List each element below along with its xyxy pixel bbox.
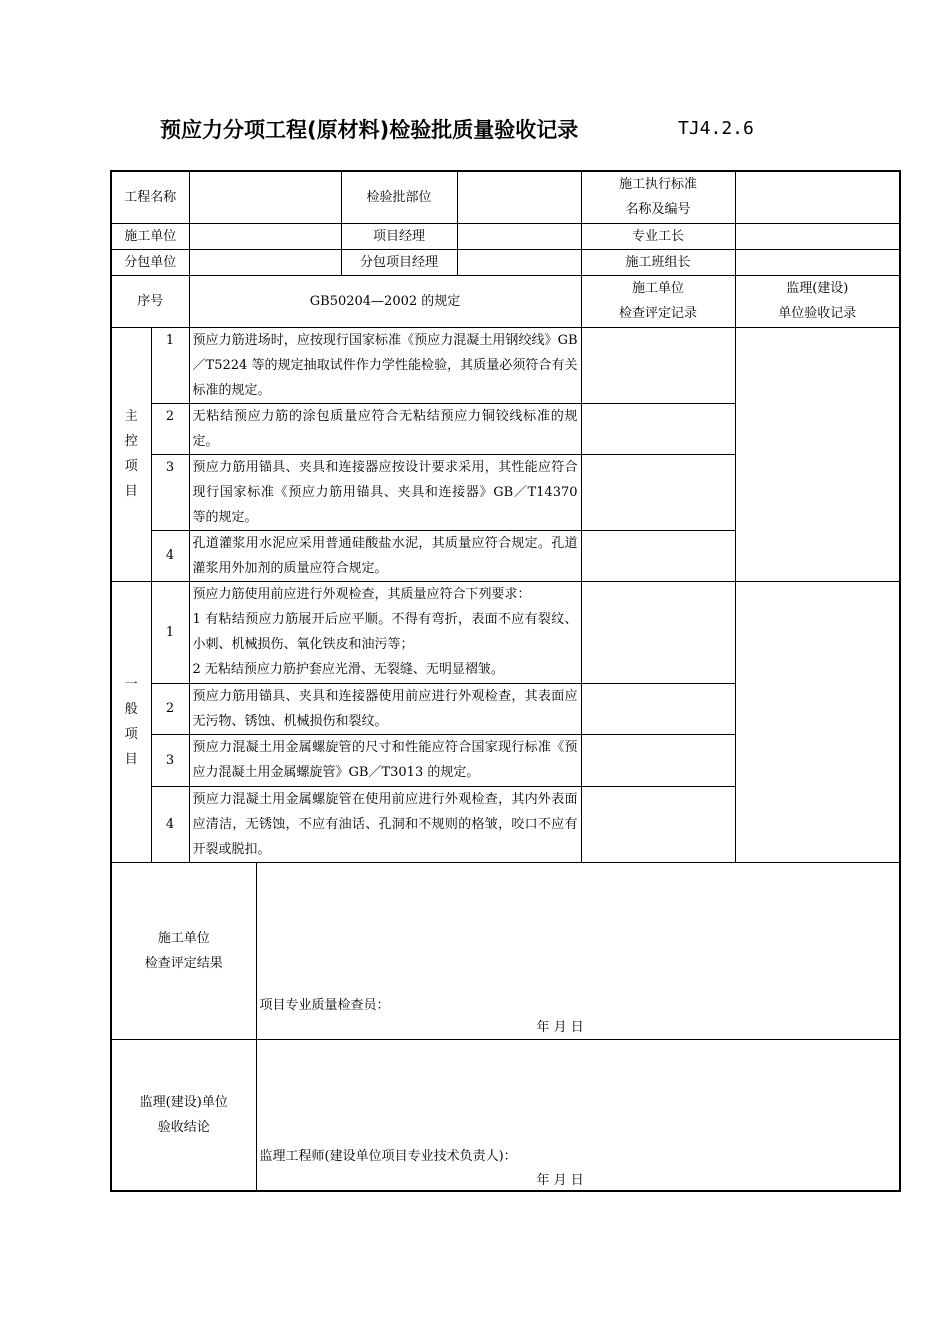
project-name-field[interactable]	[189, 171, 341, 223]
main-control-char: 主	[124, 409, 138, 424]
inspection-form-table	[110, 170, 901, 1192]
accept-header-line1: 监理(建设)	[786, 281, 849, 296]
general-item-requirement	[189, 581, 581, 683]
supervision-result-line1: 监理(建设)单位	[139, 1094, 228, 1110]
main-item-requirement: 预应力筋用锚具、夹具和连接器应按设计要求采用，其性能应符合现行国家标准《预应力筋用锚具、夹具和连接器》GB／T14370 等的规定。	[189, 454, 581, 530]
general-accept-cell[interactable]	[735, 581, 900, 862]
general-item-check-cell[interactable]	[581, 786, 735, 862]
general-item-number: 2	[151, 683, 189, 734]
project-name-label: 工程名称	[111, 171, 189, 223]
main-item-number: 4	[151, 530, 189, 581]
requirement-line: 1 有粘结预应力筋展开后应平顺。不得有弯折，表面不应有裂纹、小刺、机械损伤、氧化铁皮和油污等；	[192, 611, 578, 652]
main-item-requirement: 预应力筋进场时，应按现行国家标准《预应力混凝土用钢绞线》GB／T5224 等的规定抽取试件作力学性能检验，其质量必须符合有关标准的规定。	[189, 327, 581, 403]
main-item-number: 2	[151, 403, 189, 454]
general-item-check-cell[interactable]	[581, 581, 735, 683]
main-item-check-cell[interactable]	[581, 403, 735, 454]
subcontract-manager-label: 分包项目经理	[341, 249, 457, 275]
supervision-result-label	[111, 1039, 256, 1191]
general-items-char: 般	[124, 701, 138, 717]
standard-label-line1: 施工执行标准	[619, 177, 698, 193]
requirement-line: 预应力筋使用前应进行外观检查，其质量应符合下列要求：	[192, 586, 531, 602]
check-header-line2: 检查评定记录	[619, 306, 698, 321]
supervision-result-field[interactable]	[256, 1039, 900, 1191]
main-item-check-cell[interactable]	[581, 454, 735, 530]
project-manager-label: 项目经理	[341, 223, 457, 249]
check-header	[581, 275, 735, 327]
general-item-requirement: 预应力混凝土用金属螺旋管在使用前应进行外观检查，其内外表面应清洁，无锈蚀，不应有油话、孔洞和不规则的格皱，咬口不应有开裂或脱扣。	[189, 786, 581, 862]
construction-result-line1: 施工单位	[157, 930, 210, 946]
supervision-result-line2: 验收结论	[157, 1119, 210, 1135]
batch-location-label: 检验批部位	[341, 171, 457, 223]
check-header-line1: 施工单位	[632, 281, 685, 296]
general-item-requirement: 预应力筋用锚具、夹具和连接器使用前应进行外观检查，其表面应无污物、锈蚀、机械损伤和裂纹。	[189, 683, 581, 734]
main-item-requirement: 无粘结预应力筋的涂包质量应符合无粘结预应力铜铰线标准的规定。	[189, 403, 581, 454]
main-control-char: 控	[124, 434, 138, 449]
accept-header	[735, 275, 900, 327]
batch-location-field[interactable]	[457, 171, 581, 223]
engineer-signature-label: 监理工程师(建设单位项目专业技术负责人)：	[259, 1148, 517, 1164]
team-leader-field[interactable]	[735, 249, 900, 275]
inspector-signature-label: 项目专业质量检查员：	[259, 997, 390, 1013]
general-items-char: 一	[124, 676, 138, 692]
main-control-accept-cell[interactable]	[735, 327, 900, 581]
construction-unit-field[interactable]	[189, 223, 341, 249]
form-code: TJ4.2.6	[678, 118, 754, 139]
construction-date: 年 月 日	[536, 1019, 584, 1035]
construction-result-label	[111, 862, 256, 1039]
construction-result-field[interactable]	[256, 862, 900, 1039]
construction-result-line2: 检查评定结果	[144, 955, 223, 971]
standard-field[interactable]	[735, 171, 900, 223]
page-title: 预应力分项工程(原材料)检验批质量验收记录	[160, 118, 579, 142]
subcontract-manager-field[interactable]	[457, 249, 581, 275]
main-control-char: 目	[124, 484, 138, 499]
seq-header: 序号	[111, 275, 189, 327]
general-items-label	[111, 581, 151, 862]
general-item-check-cell[interactable]	[581, 734, 735, 786]
general-item-number: 3	[151, 734, 189, 786]
foreman-label: 专业工长	[581, 223, 735, 249]
general-items-char: 项	[124, 726, 138, 742]
main-item-check-cell[interactable]	[581, 327, 735, 403]
construction-unit-label: 施工单位	[111, 223, 189, 249]
general-item-check-cell[interactable]	[581, 683, 735, 734]
subcontract-unit-field[interactable]	[189, 249, 341, 275]
supervision-date: 年 月 日	[536, 1172, 584, 1188]
accept-header-line2: 单位验收记录	[778, 306, 857, 321]
project-manager-field[interactable]	[457, 223, 581, 249]
general-item-number: 1	[151, 581, 189, 683]
spec-header: GB50204—2002 的规定	[189, 275, 581, 327]
standard-label	[581, 171, 735, 223]
general-items-char: 目	[124, 751, 138, 767]
main-item-check-cell[interactable]	[581, 530, 735, 581]
main-control-label	[111, 327, 151, 581]
team-leader-label: 施工班组长	[581, 249, 735, 275]
foreman-field[interactable]	[735, 223, 900, 249]
main-control-char: 项	[124, 459, 138, 474]
main-item-requirement: 孔道灌浆用水泥应采用普通硅酸盐水泥，其质量应符合规定。孔道灌浆用外加剂的质量应符合规定。	[189, 530, 581, 581]
subcontract-unit-label: 分包单位	[111, 249, 189, 275]
general-item-number: 4	[151, 786, 189, 862]
requirement-line: 2 无粘结预应力筋护套应光滑、无裂缝、无明显褶皱。	[192, 661, 504, 677]
main-item-number: 3	[151, 454, 189, 530]
main-item-number: 1	[151, 327, 189, 403]
standard-label-line2: 名称及编号	[625, 202, 691, 218]
general-item-requirement: 预应力混凝土用金属螺旋管的尺寸和性能应符合国家现行标准《预应力混凝土用金属螺旋管》GB／T3013 的规定。	[189, 734, 581, 786]
